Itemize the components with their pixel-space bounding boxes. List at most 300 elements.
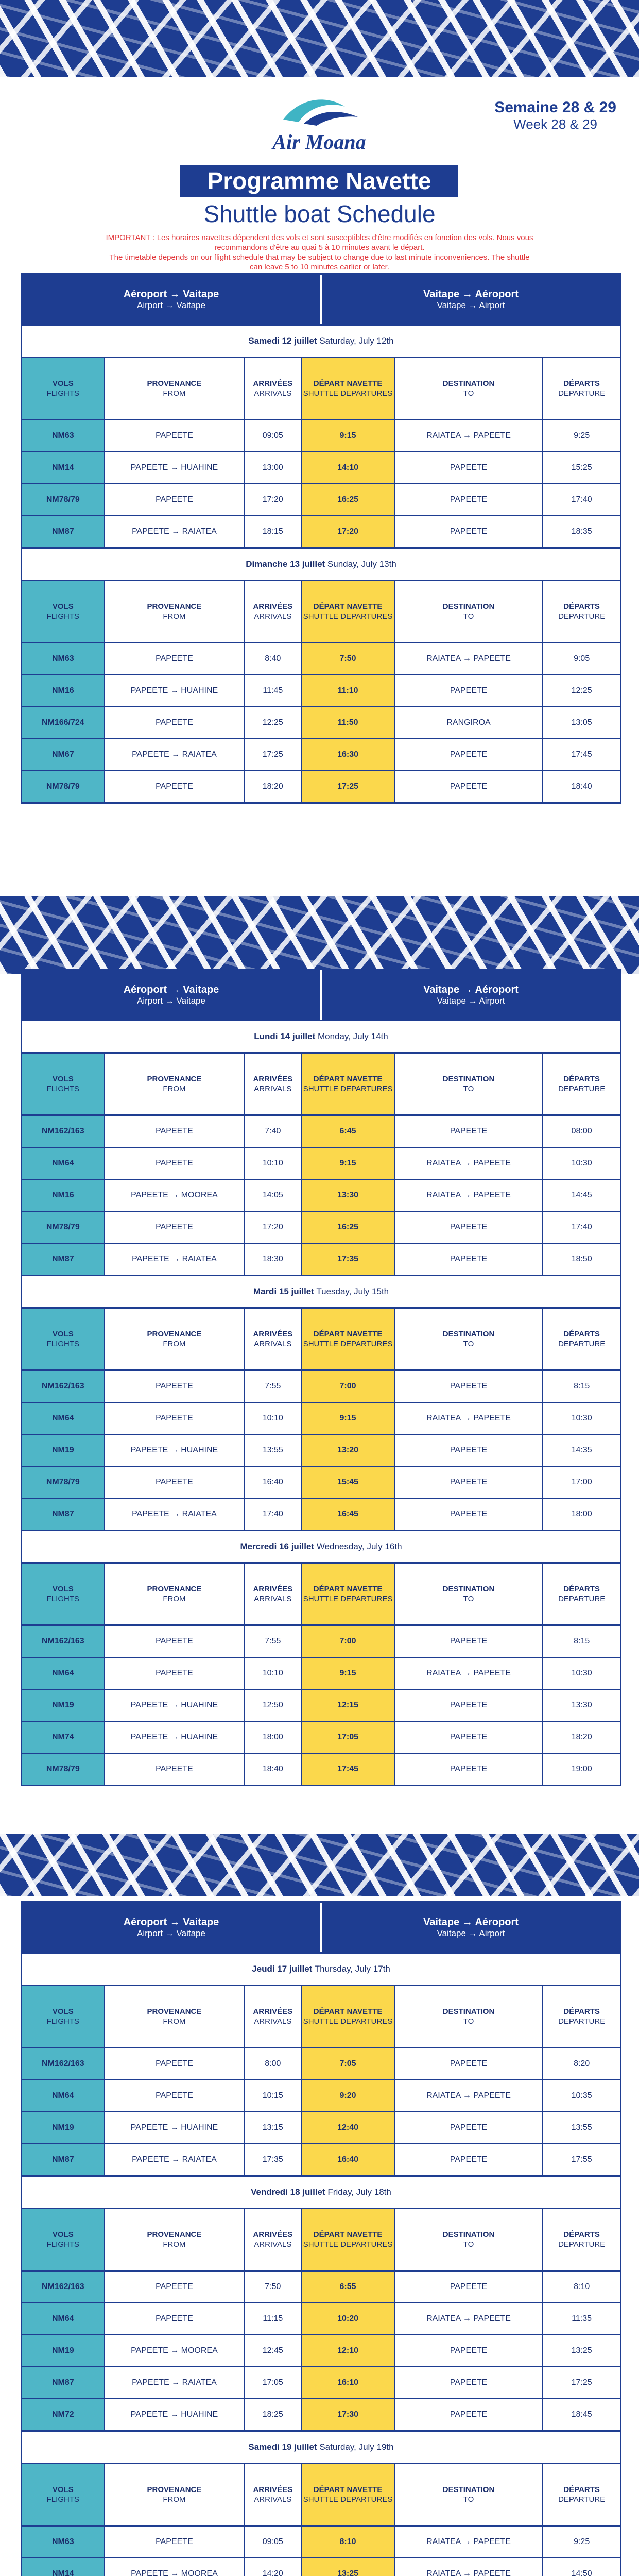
flight-number-cell: NM162/163 [22,2048,105,2079]
column-header-departures: DÉPARTS DEPARTURE [558,1330,606,1348]
origin-cell: PAPEETE → RAIATEA [105,1244,245,1275]
departure-time-cell: 14:35 [571,1446,592,1454]
departure-time-cell: 12:25 [571,686,592,695]
flight-number-cell: NM64 [22,1658,105,1689]
shuttle-departure-time-cell: 9:15 [302,1403,394,1434]
table-row [22,2112,620,2144]
table-row [22,1371,620,1403]
column-header-flights: VOLS FLIGHTS [22,1564,105,1624]
destination-cell: PAPEETE [395,1499,544,1530]
column-header-from: PROVENANCE FROM [105,581,245,642]
table-row [22,1148,620,1180]
arrival-time-cell: 09:05 [245,420,302,451]
table-row [22,2367,620,2399]
destination-cell: PAPEETE [395,1690,544,1721]
destination-cell: PAPEETE [395,1722,544,1753]
flight-number-cell: NM14 [22,452,105,483]
arrival-time-cell: 09:05 [245,2527,302,2557]
origin-cell: PAPEETE [105,771,245,802]
departure-time-cell: 13:55 [571,2123,592,2132]
arrival-time-cell: 10:10 [245,1403,302,1434]
departure-time-cell: 8:10 [574,2282,590,2291]
arrival-time-cell: 13:15 [245,2112,302,2143]
destination-cell: RAIATEA → PAPEETE [395,1148,544,1179]
departure-time-cell: 10:30 [571,1414,592,1422]
day-rows [22,1116,620,1275]
direction-sub-label: Airport → Vaitape [137,300,205,310]
table-row [22,2527,620,2558]
destination-cell: RAIATEA → PAPEETE [395,2558,544,2576]
decorative-pattern-band [0,1834,639,1896]
direction-vaitape-airport [320,970,620,1020]
day-label-fr: Samedi 19 juillet [248,2442,317,2452]
origin-cell: PAPEETE → HUAHINE [105,2399,245,2430]
direction-main-label: Vaitape → Aéroport [423,288,519,300]
shuttle-departure-time-cell: 7:00 [302,1626,394,1657]
flight-number-cell: NM19 [22,1435,105,1466]
destination-cell: PAPEETE [395,1754,544,1785]
column-header-arrivals: ARRIVÉES ARRIVALS [245,1054,302,1114]
column-header-shuttle-departure: DÉPART NAVETTE SHUTTLE DEPARTURES [302,2209,394,2270]
origin-cell: PAPEETE → HUAHINE [105,2112,245,2143]
origin-cell: PAPEETE [105,643,245,674]
day-label-fr: Mercredi 16 juillet [240,1541,315,1551]
departure-time-cell: 17:40 [571,495,592,504]
table-row [22,2558,620,2576]
column-header-to: DESTINATION TO [395,1309,544,1369]
destination-cell: PAPEETE [395,516,544,547]
column-header-to: DESTINATION TO [395,581,544,642]
arrival-time-cell: 8:40 [245,643,302,674]
day-label-en: Sunday, July 13th [327,559,396,569]
day-label-en: Tuesday, July 15th [316,1286,389,1296]
destination-cell: PAPEETE [395,1467,544,1498]
origin-cell: PAPEETE → RAIATEA [105,2367,245,2398]
flight-number-cell: NM87 [22,516,105,547]
departure-time-cell: 13:05 [571,718,592,727]
shuttle-departure-time-cell: 6:55 [302,2272,394,2302]
flight-number-cell: NM67 [22,739,105,770]
table-row [22,675,620,707]
destination-cell: PAPEETE [395,1212,544,1243]
destination-cell: RAIATEA → PAPEETE [395,2080,544,2111]
shuttle-departure-time-cell: 13:30 [302,1180,394,1211]
shuttle-departure-time-cell: 17:35 [302,1244,394,1275]
arrival-time-cell: 16:40 [245,1467,302,1498]
table-row [22,484,620,516]
decorative-pattern-band [0,0,639,77]
shuttle-departure-time-cell: 11:50 [302,707,394,738]
departure-time-cell: 17:45 [571,750,592,759]
week-label [494,99,616,132]
column-header-flights: VOLS FLIGHTS [22,2464,105,2525]
flight-number-cell: NM19 [22,2112,105,2143]
shuttle-departure-time-cell: 17:25 [302,771,394,802]
arrival-time-cell: 12:45 [245,2335,302,2366]
day-label-en: Monday, July 14th [318,1031,388,1041]
shuttle-departure-time-cell: 17:20 [302,516,394,547]
origin-cell: PAPEETE [105,1754,245,1785]
column-header-arrivals: ARRIVÉES ARRIVALS [245,581,302,642]
arrival-time-cell: 17:25 [245,739,302,770]
column-header-shuttle-departure: DÉPART NAVETTE SHUTTLE DEPARTURES [302,1986,394,2047]
direction-main-label: Aéroport → Vaitape [123,288,219,300]
shuttle-departure-time-cell: 7:00 [302,1371,394,1402]
flight-number-cell: NM78/79 [22,1754,105,1785]
column-header-shuttle-departure: DÉPART NAVETTE SHUTTLE DEPARTURES [302,1054,394,1114]
direction-vaitape-airport [320,275,620,324]
departure-time-cell: 17:00 [571,1478,592,1486]
destination-cell: PAPEETE [395,2144,544,2175]
day-heading [22,1275,620,1309]
column-header-shuttle-departure: DÉPART NAVETTE SHUTTLE DEPARTURES [302,2464,394,2525]
shuttle-departure-time-cell: 10:20 [302,2303,394,2334]
arrival-time-cell: 10:10 [245,1148,302,1179]
day-rows [22,2048,620,2175]
origin-cell: PAPEETE → HUAHINE [105,675,245,706]
direction-airport-vaitape [22,1903,320,1952]
table-row [22,1180,620,1212]
flight-number-cell: NM78/79 [22,484,105,515]
week-label-en: Week 28 & 29 [513,116,598,132]
departure-time-cell: 17:40 [571,1223,592,1231]
direction-sub-label: Vaitape → Airport [437,1928,505,1938]
day-rows [22,2527,620,2576]
destination-cell: RAIATEA → PAPEETE [395,2527,544,2557]
flight-number-cell: NM78/79 [22,771,105,802]
origin-cell: PAPEETE [105,1467,245,1498]
origin-cell: PAPEETE [105,707,245,738]
origin-cell: PAPEETE [105,1403,245,1434]
day-label-en: Thursday, July 17th [314,1964,390,1974]
decorative-pattern-band [0,896,639,974]
destination-cell: PAPEETE [395,739,544,770]
departure-time-cell: 9:05 [574,654,590,663]
table-row [22,1658,620,1690]
shuttle-departure-time-cell: 14:10 [302,452,394,483]
flight-number-cell: NM64 [22,1403,105,1434]
notice-en: The timetable depends on our flight schedule that may be subject to change due to last minute inconveniences. The shuttle can leave 5 to 10 minutes earlier or later. [109,253,530,272]
table-row [22,2399,620,2430]
origin-cell: PAPEETE → HUAHINE [105,1690,245,1721]
table-row [22,420,620,452]
origin-cell: PAPEETE → HUAHINE [105,1722,245,1753]
arrival-time-cell: 8:00 [245,2048,302,2079]
flight-number-cell: NM19 [22,2335,105,2366]
flight-number-cell: NM87 [22,2367,105,2398]
shuttle-departure-time-cell: 17:30 [302,2399,394,2430]
day-label-fr: Jeudi 17 juillet [252,1964,313,1974]
direction-sub-label: Vaitape → Airport [437,300,505,310]
day-label-fr: Vendredi 18 juillet [251,2187,325,2197]
column-header-from: PROVENANCE FROM [105,2209,245,2270]
origin-cell: PAPEETE → MOOREA [105,2558,245,2576]
flight-number-cell: NM63 [22,420,105,451]
flight-number-cell: NM63 [22,2527,105,2557]
day-heading [22,1020,620,1054]
flight-number-cell: NM162/163 [22,2272,105,2302]
shuttle-departure-time-cell: 8:10 [302,2527,394,2557]
flight-number-cell: NM87 [22,1244,105,1275]
flight-number-cell: NM74 [22,1722,105,1753]
arrival-time-cell: 7:55 [245,1626,302,1657]
page-subtitle: Shuttle boat Schedule [203,200,436,227]
column-header-row [22,358,620,420]
departure-time-cell: 9:25 [574,431,590,440]
departure-time-cell: 17:25 [571,2378,592,2387]
arrival-time-cell: 18:00 [245,1722,302,1753]
destination-cell: RAIATEA → PAPEETE [395,1180,544,1211]
page-header [0,77,639,272]
shuttle-departure-time-cell: 16:10 [302,2367,394,2398]
destination-cell: PAPEETE [395,2112,544,2143]
origin-cell: PAPEETE [105,1626,245,1657]
shuttle-departure-time-cell: 17:45 [302,1754,394,1785]
table-row [22,2303,620,2335]
origin-cell: PAPEETE → RAIATEA [105,1499,245,1530]
destination-cell: PAPEETE [395,2048,544,2079]
origin-cell: PAPEETE [105,484,245,515]
shuttle-departure-time-cell: 7:50 [302,643,394,674]
departure-time-cell: 13:30 [571,1701,592,1709]
arrival-time-cell: 12:25 [245,707,302,738]
table-row [22,1116,620,1148]
shuttle-departure-time-cell: 16:25 [302,484,394,515]
column-header-row [22,1564,620,1626]
table-row [22,1467,620,1499]
origin-cell: PAPEETE [105,2272,245,2302]
origin-cell: PAPEETE [105,1116,245,1147]
table-row [22,707,620,739]
departure-time-cell: 14:50 [571,2569,592,2576]
arrival-time-cell: 18:40 [245,1754,302,1785]
important-notice [103,233,536,272]
flight-number-cell: NM64 [22,2303,105,2334]
column-header-departures: DÉPARTS DEPARTURE [558,1075,606,1093]
shuttle-departure-time-cell: 12:15 [302,1690,394,1721]
destination-cell: PAPEETE [395,2335,544,2366]
flight-number-cell: NM78/79 [22,1212,105,1243]
flight-number-cell: NM64 [22,1148,105,1179]
shuttle-departure-time-cell: 7:05 [302,2048,394,2079]
table-row [22,516,620,547]
direction-sub-label: Vaitape → Airport [437,995,505,1006]
departure-time-cell: 8:15 [574,1637,590,1646]
shuttle-departure-time-cell: 16:30 [302,739,394,770]
departure-time-cell: 8:15 [574,1382,590,1391]
flight-number-cell: NM166/724 [22,707,105,738]
air-moana-logo [268,94,371,161]
logo-wordmark: Air Moana [272,130,366,154]
column-header-to: DESTINATION TO [395,2464,544,2525]
column-header-from: PROVENANCE FROM [105,358,245,419]
day-heading [22,324,620,358]
departure-time-cell: 18:50 [571,1255,592,1263]
page-title: Programme Navette [180,165,458,197]
departure-time-cell: 10:35 [571,2091,592,2100]
origin-cell: PAPEETE [105,1212,245,1243]
origin-cell: PAPEETE → HUAHINE [105,1435,245,1466]
table-row [22,1722,620,1754]
column-header-arrivals: ARRIVÉES ARRIVALS [245,358,302,419]
flight-number-cell: NM16 [22,1180,105,1211]
flight-number-cell: NM162/163 [22,1116,105,1147]
direction-main-label: Aéroport → Vaitape [123,984,219,995]
arrival-time-cell: 14:05 [245,1180,302,1211]
flight-number-cell: NM72 [22,2399,105,2430]
table-row [22,643,620,675]
shuttle-departure-time-cell: 16:25 [302,1212,394,1243]
arrival-time-cell: 17:05 [245,2367,302,2398]
column-header-arrivals: ARRIVÉES ARRIVALS [245,1309,302,1369]
origin-cell: PAPEETE → HUAHINE [105,452,245,483]
destination-cell: RANGIROA [395,707,544,738]
arrival-time-cell: 11:15 [245,2303,302,2334]
table-row [22,1626,620,1658]
day-heading [22,1530,620,1564]
shuttle-departure-time-cell: 12:10 [302,2335,394,2366]
origin-cell: PAPEETE [105,420,245,451]
column-header-row [22,1054,620,1116]
departure-time-cell: 08:00 [571,1127,592,1136]
day-label-fr: Samedi 12 juillet [248,336,317,346]
destination-cell: RAIATEA → PAPEETE [395,2303,544,2334]
column-header-to: DESTINATION TO [395,1054,544,1114]
table-row [22,1435,620,1467]
origin-cell: PAPEETE [105,1658,245,1689]
column-header-to: DESTINATION TO [395,358,544,419]
column-header-departures: DÉPARTS DEPARTURE [558,602,606,621]
column-header-flights: VOLS FLIGHTS [22,358,105,419]
table-row [22,1244,620,1275]
departure-time-cell: 14:45 [571,1191,592,1199]
column-header-row [22,2464,620,2527]
flight-number-cell: NM63 [22,643,105,674]
column-header-row [22,1986,620,2048]
shuttle-departure-time-cell: 16:40 [302,2144,394,2175]
arrival-time-cell: 18:15 [245,516,302,547]
origin-cell: PAPEETE → RAIATEA [105,516,245,547]
column-header-to: DESTINATION TO [395,2209,544,2270]
direction-airport-vaitape [22,970,320,1020]
day-label-en: Saturday, July 12th [319,336,394,346]
day-heading [22,1952,620,1986]
column-header-flights: VOLS FLIGHTS [22,581,105,642]
destination-cell: PAPEETE [395,1626,544,1657]
table-row [22,2335,620,2367]
day-label-fr: Mardi 15 juillet [253,1286,314,1296]
flight-number-cell: NM64 [22,2080,105,2111]
shuttle-departure-time-cell: 11:10 [302,675,394,706]
wave-logo-icon [268,94,371,130]
destination-cell: PAPEETE [395,2272,544,2302]
flight-number-cell: NM14 [22,2558,105,2576]
destination-cell: PAPEETE [395,452,544,483]
schedule-table [21,273,621,804]
column-header-shuttle-departure: DÉPART NAVETTE SHUTTLE DEPARTURES [302,1564,394,1624]
direction-sub-label: Airport → Vaitape [137,1928,205,1938]
table-row [22,2048,620,2080]
origin-cell: PAPEETE → RAIATEA [105,739,245,770]
table-row [22,2080,620,2112]
direction-header [22,970,620,1020]
direction-airport-vaitape [22,275,320,324]
arrival-time-cell: 13:55 [245,1435,302,1466]
column-header-flights: VOLS FLIGHTS [22,1309,105,1369]
destination-cell: PAPEETE [395,675,544,706]
shuttle-departure-time-cell: 6:45 [302,1116,394,1147]
departure-time-cell: 18:00 [571,1510,592,1518]
schedule-table [21,969,621,1786]
departure-time-cell: 10:30 [571,1159,592,1167]
table-row [22,1499,620,1530]
arrival-time-cell: 10:15 [245,2080,302,2111]
column-header-departures: DÉPARTS DEPARTURE [558,1585,606,1603]
flight-number-cell: NM162/163 [22,1626,105,1657]
table-row [22,1690,620,1722]
column-header-from: PROVENANCE FROM [105,1986,245,2047]
destination-cell: PAPEETE [395,771,544,802]
day-rows [22,643,620,802]
departure-time-cell: 10:30 [571,1669,592,1677]
destination-cell: PAPEETE [395,1244,544,1275]
origin-cell: PAPEETE → RAIATEA [105,2144,245,2175]
flight-number-cell: NM87 [22,1499,105,1530]
column-header-flights: VOLS FLIGHTS [22,2209,105,2270]
arrival-time-cell: 17:20 [245,1212,302,1243]
departure-time-cell: 13:25 [571,2346,592,2355]
arrival-time-cell: 7:40 [245,1116,302,1147]
column-header-shuttle-departure: DÉPART NAVETTE SHUTTLE DEPARTURES [302,1309,394,1369]
origin-cell: PAPEETE → MOOREA [105,2335,245,2366]
arrival-time-cell: 18:25 [245,2399,302,2430]
arrival-time-cell: 7:50 [245,2272,302,2302]
column-header-arrivals: ARRIVÉES ARRIVALS [245,1986,302,2047]
flight-number-cell: NM87 [22,2144,105,2175]
column-header-departures: DÉPARTS DEPARTURE [558,2485,606,2504]
shuttle-departure-time-cell: 12:40 [302,2112,394,2143]
departure-time-cell: 18:35 [571,527,592,536]
flight-number-cell: NM162/163 [22,1371,105,1402]
arrival-time-cell: 7:55 [245,1371,302,1402]
arrival-time-cell: 12:50 [245,1690,302,1721]
origin-cell: PAPEETE [105,2048,245,2079]
day-rows [22,420,620,547]
destination-cell: RAIATEA → PAPEETE [395,420,544,451]
origin-cell: PAPEETE [105,2527,245,2557]
origin-cell: PAPEETE [105,2303,245,2334]
column-header-departures: DÉPARTS DEPARTURE [558,379,606,398]
table-row [22,739,620,771]
table-row [22,452,620,484]
column-header-row [22,2209,620,2272]
day-heading [22,2430,620,2464]
shuttle-departure-time-cell: 9:15 [302,1148,394,1179]
origin-cell: PAPEETE [105,2080,245,2111]
destination-cell: PAPEETE [395,484,544,515]
table-row [22,2272,620,2303]
destination-cell: RAIATEA → PAPEETE [395,1403,544,1434]
day-label-fr: Lundi 14 juillet [254,1031,316,1041]
column-header-flights: VOLS FLIGHTS [22,1986,105,2047]
day-heading [22,547,620,581]
table-row [22,2144,620,2175]
destination-cell: RAIATEA → PAPEETE [395,643,544,674]
destination-cell: PAPEETE [395,1435,544,1466]
column-header-departures: DÉPARTS DEPARTURE [558,2007,606,2026]
day-label-fr: Dimanche 13 juillet [246,559,325,569]
departure-time-cell: 17:55 [571,2155,592,2164]
